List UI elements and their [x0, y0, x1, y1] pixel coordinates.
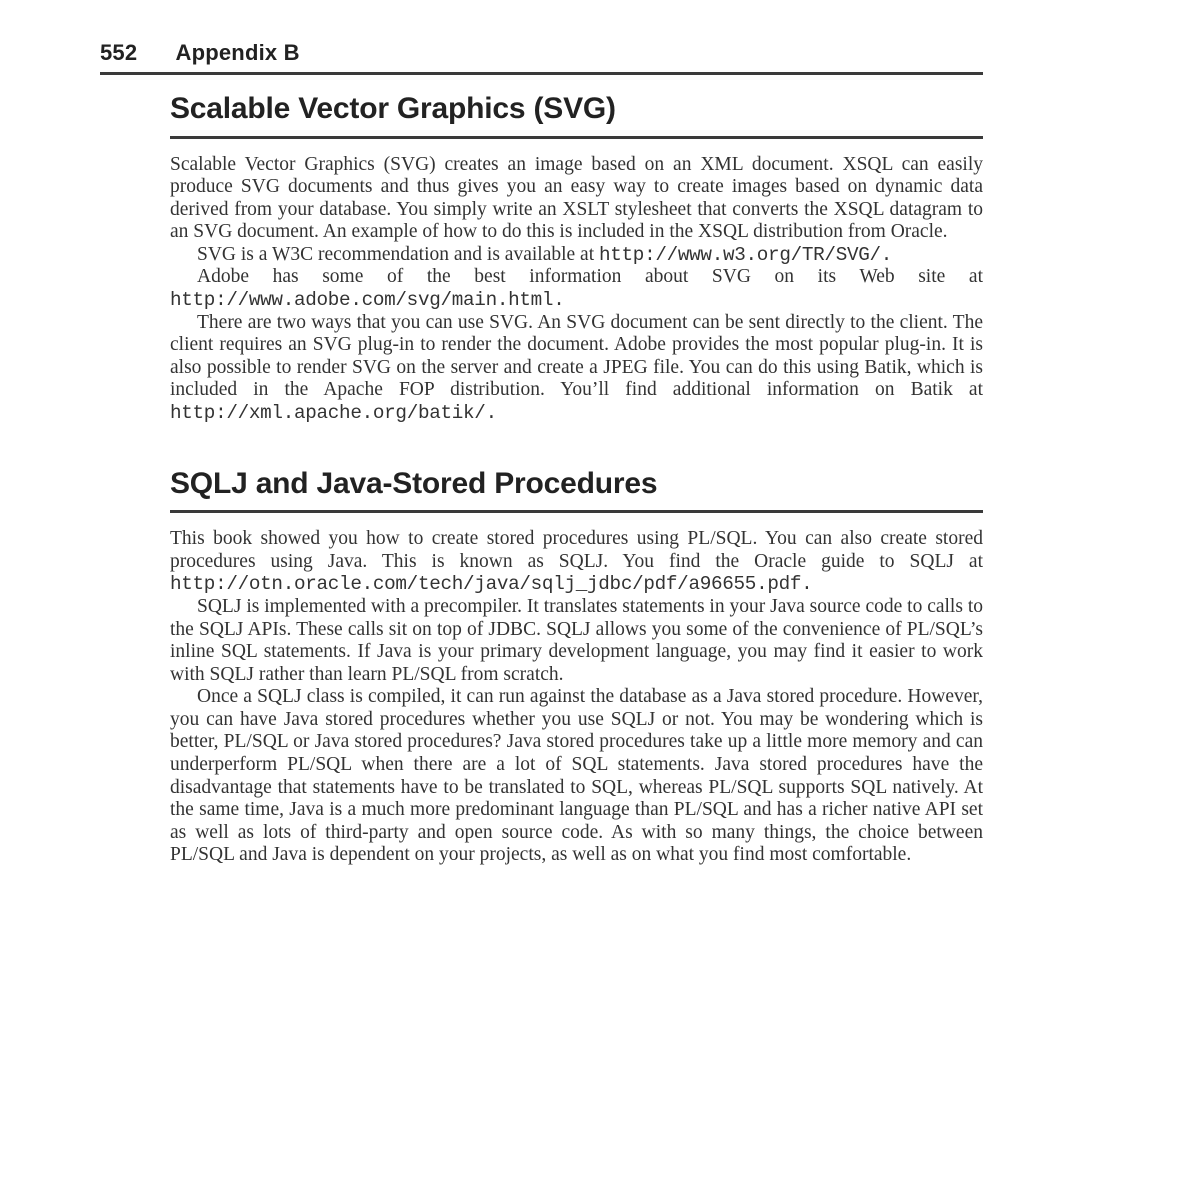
body-text: Adobe has some of the best information about SVG on its Web site at [197, 266, 983, 288]
paragraph [170, 528, 983, 596]
url-text: /batik/. [406, 402, 497, 425]
body-text: Scalable Vector Graphics (SVG) creates an image based on an XML document. XSQL can easily produce SVG documents and thus gives you an easy way to create images based on dynamic data derived from your database. You simply write an XSLT stylesheet that converts the XSQL datagram to an SVG document. An example of how to do this is included in the XSQL distribution from Oracle. [170, 153, 983, 243]
section-svg-body [170, 154, 983, 425]
url-text: http://www.adobe.com/svg/main.html. [170, 289, 565, 312]
running-title: Appendix B [175, 40, 300, 65]
paragraph [170, 154, 983, 244]
section-heading-svg: Scalable Vector Graphics (SVG) [170, 92, 983, 139]
section-svg [170, 92, 983, 425]
url-text: /TR/SVG/. [790, 243, 893, 266]
body-text: This book showed you how to create stored procedures using PL/SQL. You can also create stored procedures using Java. This is known as SQLJ. You find the Oracle guide to SQLJ at [170, 528, 983, 572]
url-text: http://otn.oracle.com/tech/java/sqlj_jdbc/pdf/a96655.pdf. [170, 573, 813, 596]
paragraph [170, 244, 983, 267]
paragraph [170, 596, 983, 686]
section-sqlj [170, 467, 983, 867]
section-sqlj-body [170, 528, 983, 867]
url-text: http://xml.apache.org [170, 402, 407, 425]
page-number: 552 [100, 40, 138, 65]
page-content [170, 92, 983, 867]
running-header [100, 40, 983, 75]
section-heading-sqlj: SQLJ and Java-Stored Procedures [170, 467, 983, 514]
body-text: SVG is a W3C recommendation and is available at [197, 243, 599, 265]
body-text: There are two ways that you can use SVG. An SVG document can be sent directly to the client. The client requires an SVG plug-in to render the document. Adobe provides the most popular plug-in. It is also possible to render SVG on the server and create a JPEG file. You can do this using Batik, which is included in the Apache FOP distribution. You’ll find additional information on Batik at [170, 311, 983, 401]
url-text: http://www.w3.org [599, 243, 791, 266]
paragraph [170, 312, 983, 425]
body-text: Once a SQLJ class is compiled, it can run against the database as a Java stored procedure. However, you can have Java stored procedures whether you use SQLJ or not. You may be wondering which is better, PL/SQL or Java stored procedures? Java stored procedures take up a little more memory and can underperform PL/SQL when there are a lot of SQL statements. Java stored procedures have the disadvantage that statements have to be translated to SQL, whereas PL/SQL supports SQL natively. At the same time, Java is a much more predominant language than PL/SQL and has a richer native API set as well as lots of third-party and open source code. As with so many things, the choice between PL/SQL and Java is dependent on your projects, as well as on what you find most comfortable. [170, 686, 983, 866]
paragraph [170, 686, 983, 867]
body-text: SQLJ is implemented with a precompiler. It translates statements in your Java source code to calls to the SQLJ APIs. These calls sit on top of JDBC. SQLJ allows you some of the convenience of PL/SQL’s inline SQL statements. If Java is your primary development language, you may find it easier to work with SQLJ rather than learn PL/SQL from scratch. [170, 595, 983, 685]
paragraph [170, 266, 983, 311]
